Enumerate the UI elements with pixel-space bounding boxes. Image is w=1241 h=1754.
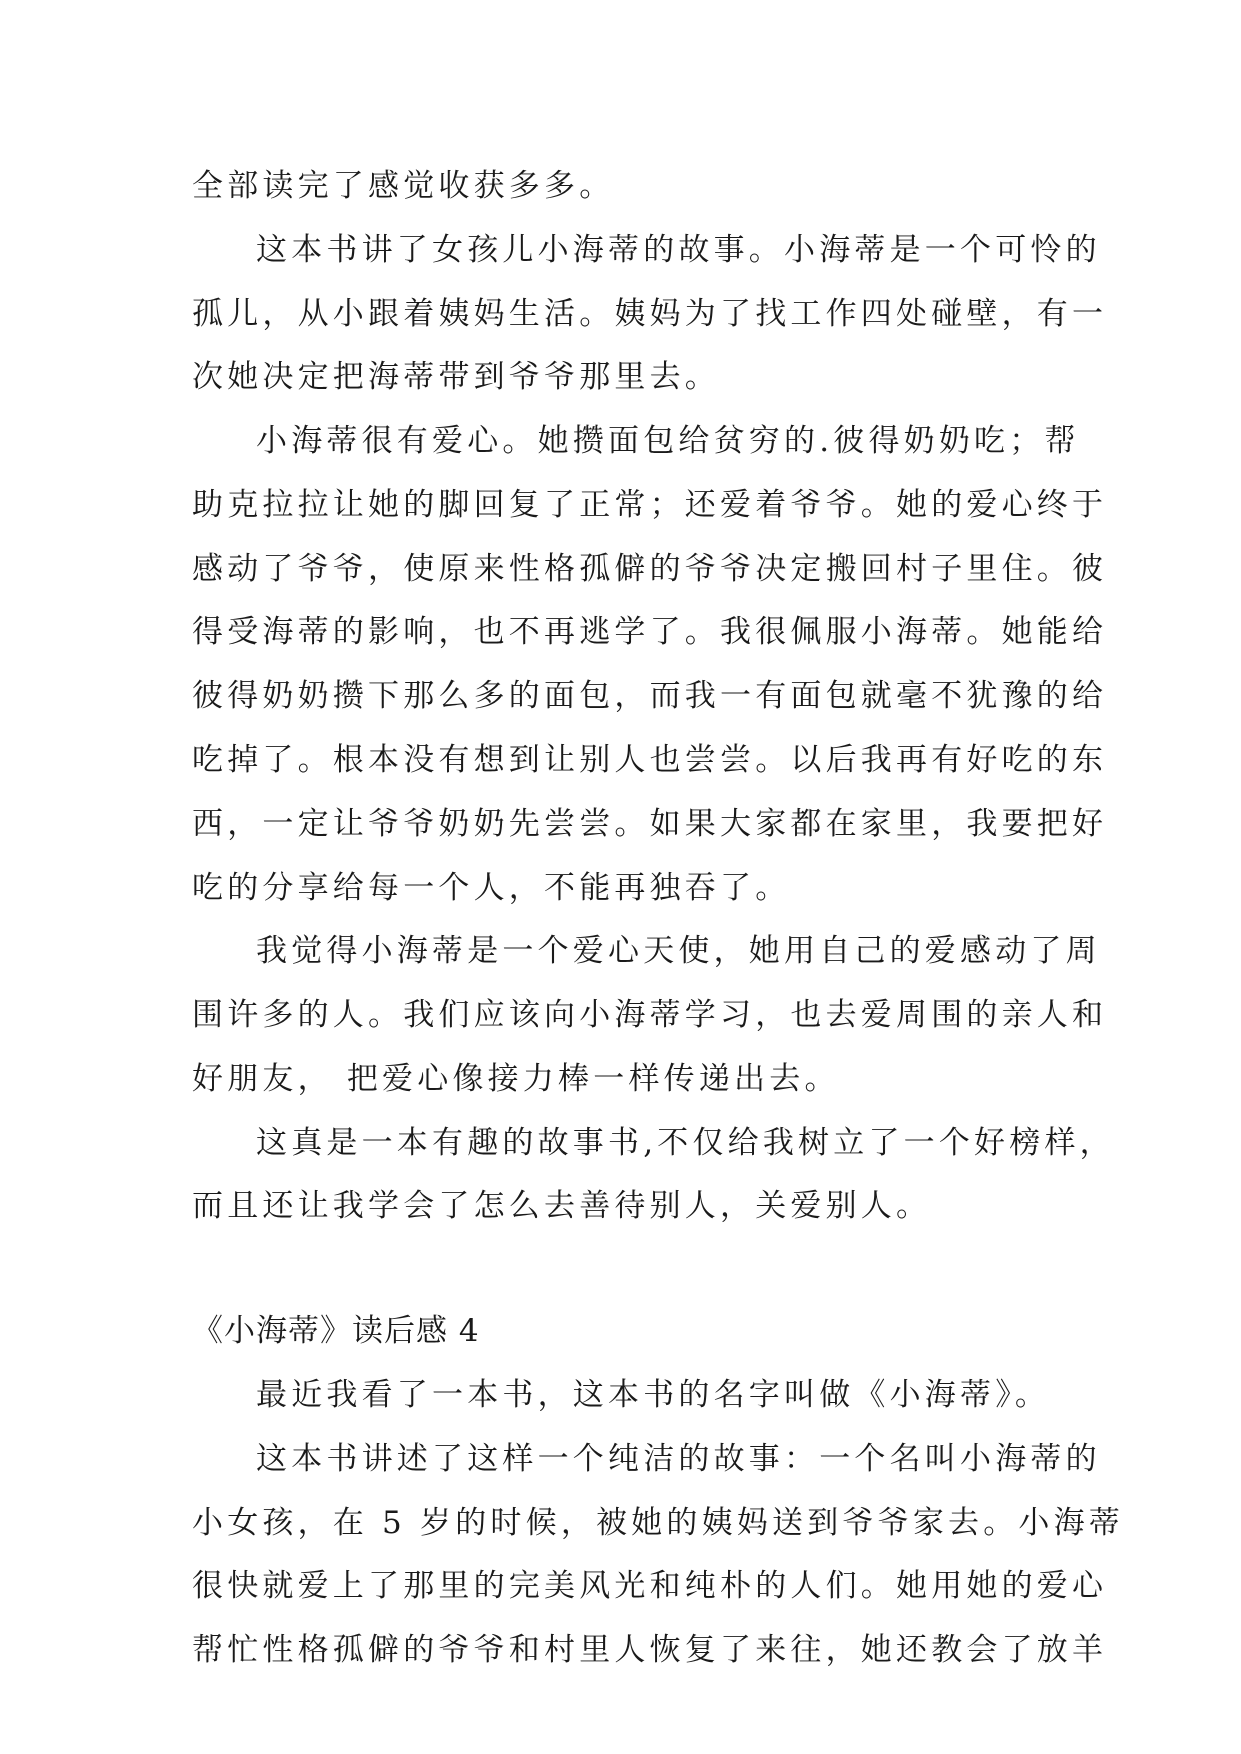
section-heading: 《小海蒂》读后感 4 [192, 1313, 480, 1349]
paragraph-first-line: 这真是一本有趣的故事书,不仅给我树立了一个好榜样， [256, 1125, 1115, 1161]
text-line: 很快就爱上了那里的完美风光和纯朴的人们。她用她的爱心 [192, 1568, 1108, 1604]
text-line: 孤儿，从小跟着姨妈生活。姨妈为了找工作四处碰壁，有一 [192, 296, 1108, 332]
text-line: 吃的分享给每一个人，不能再独吞了。 [192, 870, 791, 906]
paragraph-first-line: 最近我看了一本书，这本书的名字叫做《小海蒂》。 [256, 1377, 1051, 1413]
text-line: 彼得奶奶攒下那么多的面包，而我一有面包就毫不犹豫的给 [192, 678, 1108, 714]
text-line: 小女孩，在 5 岁的时候，被她的姨妈送到爷爷家去。小海蒂 [192, 1505, 1125, 1541]
text-line: 围许多的人。我们应该向小海蒂学习，也去爱周围的亲人和 [192, 997, 1108, 1033]
paragraph-first-line: 我觉得小海蒂是一个爱心天使，她用自己的爱感动了周 [256, 933, 1101, 969]
text-line: 全部读完了感觉收获多多。 [192, 168, 615, 204]
paragraph-first-line: 小海蒂很有爱心。她攒面包给贫穷的.彼得奶奶吃；帮 [256, 423, 1080, 459]
paragraph-first-line: 这本书讲了女孩儿小海蒂的故事。小海蒂是一个可怜的 [256, 232, 1101, 268]
text-line: 吃掉了。根本没有想到让别人也尝尝。以后我再有好吃的东 [192, 742, 1108, 778]
text-line: 帮忙性格孤僻的爷爷和村里人恢复了来往，她还教会了放羊 [192, 1632, 1108, 1668]
text-line: 次她决定把海蒂带到爷爷那里去。 [192, 359, 720, 395]
text-line: 感动了爷爷，使原来性格孤僻的爷爷决定搬回村子里住。彼 [192, 551, 1108, 587]
text-line: 得受海蒂的影响，也不再逃学了。我很佩服小海蒂。她能给 [192, 614, 1108, 650]
text-line: 助克拉拉让她的脚回复了正常；还爱着爷爷。她的爱心终于 [192, 487, 1108, 523]
text-line: 西，一定让爷爷奶奶先尝尝。如果大家都在家里，我要把好 [192, 806, 1108, 842]
text-line: 好朋友， 把爱心像接力棒一样传递出去。 [192, 1061, 840, 1097]
paragraph-first-line: 这本书讲述了这样一个纯洁的故事：一个名叫小海蒂的 [256, 1441, 1101, 1477]
text-line: 而且还让我学会了怎么去善待别人，关爱别人。 [192, 1188, 932, 1224]
